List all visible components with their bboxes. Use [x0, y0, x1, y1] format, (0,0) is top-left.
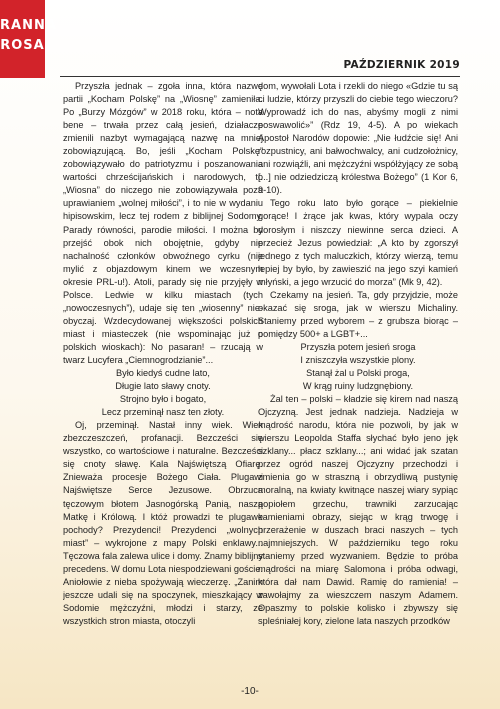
paragraph: Czekamy na jesień. Ta, gdy przyjdzie, może okazać się sroga, jak w wierszu Michaliny. Staniemy przed wyborem – z grubsza biorąc – pomiędzy 500+ a LGBT+... — [258, 289, 458, 339]
page-number: -10- — [241, 686, 259, 697]
poem-line: W krąg ruiny ludzgnębiony. — [302, 381, 414, 392]
paragraph: Tego roku lato było gorące – piekielnie gorące! I żrące jak kwas, który wypala oczy dorosłym i niszczy niewinne serca dzieci. A przecież Jezus powiedział: „A kto by zgorszył jednego z tych maluczkich, którzy wierzą, temu lepiej by było, by zawieszić na jego szyi kamień młyński, a jego wrzucić do morza” (Mk 9, 42). — [258, 198, 458, 287]
paragraph: dom, wywołali Lota i rzekli do niego «Gdzie tu są ci ludzie, którzy przyszli do ciebie tego wieczoru? Wyprowadź ich do nas, abyśmy mogli z nimi poswawolić»” (Rdz 19, 4-5). A po wiekach Apostoł Narodów dopowie: „Nie łudźcie się! Ani rozpustnicy, ani bałwochwalcy, ani cudzołożnicy, ani rozwiąźli, ani mężczyźni współżyjący ze sobą [...] nie odziedziczą królestwa Bożego” (1 Kor 6, 9-10). — [258, 81, 458, 196]
poem-line: Strojno było i bogato, — [119, 394, 207, 405]
paragraph: Przyszła jednak – zgoła inna, która nazwę partii „Kocham Polskę” na „Wiosnę” zamieniła. Po „Burzy Mózgów” w 2018 roku, która – nota bene – trwała przez całą jesień, działacze zmienili nazbyt wymagającą nazwę na mniej zobowiązującą. Bo, jeśli „Kocham Polskę” zobowiązywało do patriotyzmu i poszanowania wartości chrześcijańskich i narodowych, to „Wiosna” do niczego nie zobowiązywała poza uprawianiem „wolnej miłości”, i to nie w wydaniu hipisowskim, lecz tej rodem z biblijnej Sodomy. Parady równości, parodie miłości. I można by przejść obok nich obojętnie, gdyby nie nachalność członków obwoźnego cyrku (nie mylić z objazdowym kinem we wczesnym okresie PRL-u!). Atoli, parady się nie przyjęły w Polsce. Ledwie w kilku miastach (tych „nowoczesnych”), udaje się ten „wiosenny” nie-obyczaj. Wzdecydowanej większości polskich miast i miasteczek (nie wspominając już o polskich wioskach): No pasaran! – rzucają w twarz Lucyfera „Ciemnogrodzianie”... — [63, 81, 263, 365]
poem-line: Lecz przeminął nasz ten złoty. — [101, 407, 225, 418]
paragraph: Oj, przeminął. Nastał inny wiek. Wiek zbezczeszczeń, profanacji. Bezcześci się wszystko, co wartościowe i naturalne. Bezcześci się cnoty sławę. Kala Najświętszą Ofiarę. Znieważa procesje Bożego Ciała. Plugawi Najświętsze Serce Jezusowe. Obrzuca tęczowym błotem Jasnogórską Panią, naszą Matkę i Królową. I któż prowadzi te plugawe pochody? Prezydenci! Prezydenci „wolnych miast” – wykrojone z mapy Polski enklawy... Tęczowa fala zalewa ulice i domy. Znamy biblijny precedens. W domu Lota niespodziewani goście. Aniołowie z nieba spożywają wieczerzę. „Zanim jeszcze udali się na spoczynek, mieszkający w Sodomie mężczyźni, młodzi i starzy, ze wszystkich stron miasta, otoczyli — [63, 420, 263, 626]
poem-line: Było kiedyś cudne lato, — [116, 368, 210, 379]
logo-line-2: ROSA — [0, 38, 45, 53]
article-column-right — [258, 80, 458, 670]
paragraph: Żal ten – polski – kładzie się kirem nad naszą Ojczyzną. Jest jednak nadzieja. Nadzieja w mądrość narodu, która nie pozwoli, by jak w wierszu Leopolda Staffa słychać było jeno jęk szklany... płacz szklany...; ani widać jak szatan przez ogród naszej Ojczyzny przechodzi i zmienia go w straszną i obrzydliwą pustynię moralną, na kwiaty kwitnące naszej wiary sypiąc popiołem grzechu, trawniki zarzucając kamieniami obrazy, siejąc w krąg trwogę i przerażenie w duszach braci naszych – tych najmniejszych. W październiku tego roku staniemy przed wyzwaniem. Będzie to próba mądrości na miarę Salomona i próba odwagi, która dał nam Dawid. Ramię do ramienia! – zawołajmy za wieszczem naszym Adamem. Opaszmy to polskie kolisko i zbywszy się spleśniałej kory, zielone lata naszych przodków — [258, 394, 458, 626]
magazine-logo — [0, 0, 57, 78]
logo-line-1: RANNA — [0, 18, 57, 33]
poem-line: Stanął żal u Polski proga, — [306, 368, 410, 379]
poem-line: I zniszczyła wszystkie plony. — [300, 354, 416, 365]
poem-line: Długie lato sławy cnoty. — [115, 381, 211, 392]
header-divider — [60, 76, 460, 77]
poem-line: Przyszła potem jesień sroga — [300, 341, 416, 352]
article-column-left — [63, 80, 263, 670]
issue-date: PAŹDZIERNIK 2019 — [343, 59, 460, 71]
